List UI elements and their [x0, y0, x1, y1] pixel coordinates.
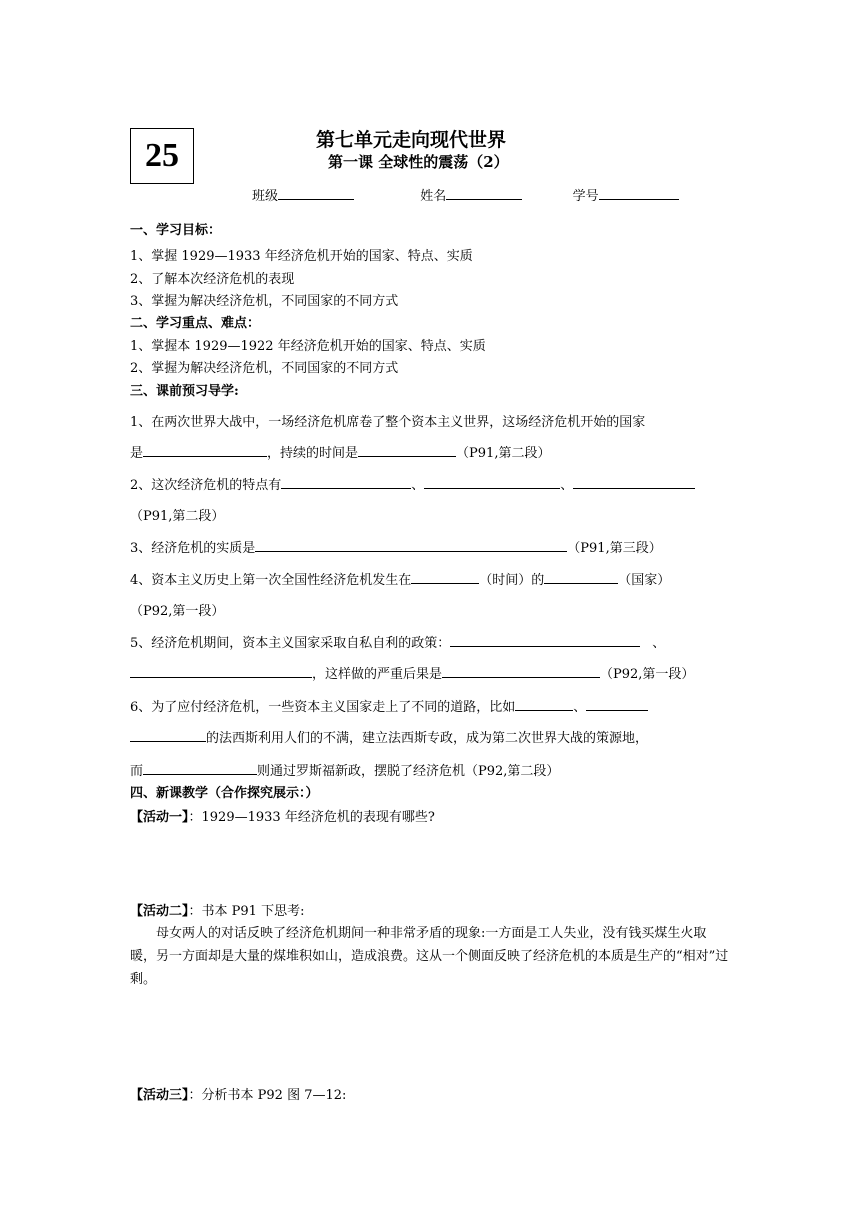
activity-3-text: ：分析书本 P92 图 7—12: [188, 1088, 347, 1103]
unit-title: 第七单元走向现代世界 [316, 129, 507, 151]
q4-country-blank[interactable] [544, 571, 618, 584]
question-6-line1 [130, 696, 648, 715]
objective-item: 1、掌握 1929—1933 年经济危机开始的国家、特点、实质 [130, 249, 473, 264]
q2-sep: 、 [560, 478, 574, 493]
objective-item: 2、了解本次经济危机的表现 [130, 272, 295, 287]
lesson-number-box [130, 128, 194, 184]
section-keypoints-heading: 二、学习重点、难点： [130, 316, 261, 331]
q5-sep: 、 [652, 636, 666, 651]
activity-3-label: 【活动三】 [130, 1088, 189, 1103]
activity-3 [130, 1084, 346, 1103]
keypoint-item: 1、掌握本 1929—1922 年经济危机开始的国家、特点、实质 [130, 339, 486, 354]
question-4-ref: （P92,第一段） [130, 604, 225, 619]
q5-consequence-blank[interactable] [442, 665, 600, 678]
q5-text: ，这样做的严重后果是 [312, 667, 443, 682]
q6-blank-3[interactable] [130, 729, 206, 742]
question-1-line2 [130, 442, 550, 461]
q1-duration-blank[interactable] [358, 444, 456, 457]
q1-text: ，持续的时间是 [267, 446, 359, 461]
keypoint-item: 2、掌握为解决经济危机，不同国家的不同方式 [130, 361, 399, 376]
q5-policy-blank-1[interactable] [450, 634, 640, 647]
q6-blank-4[interactable] [143, 762, 257, 775]
id-label: 学号 [572, 189, 599, 204]
question-3 [130, 537, 662, 556]
activity-2-label: 【活动二】 [130, 904, 189, 919]
name-blank[interactable] [446, 187, 522, 200]
objective-item: 3、掌握为解决经济危机，不同国家的不同方式 [130, 294, 399, 309]
q2-blank-2[interactable] [424, 476, 560, 489]
activity-2-paragraph: 母女两人的对话反映了经济危机期间一种非常矛盾的现象:一方面是工人失业，没有钱买煤生火取暖，另一方面却是大量的煤堆积如山，造成浪费。这从一个侧面反映了经济危机的本质是生产的“相对”过剩。 [130, 926, 729, 987]
q3-blank[interactable] [255, 539, 567, 552]
q6-blank-2[interactable] [586, 698, 648, 711]
question-1-line1: 1、在两次世界大战中，一场经济危机席卷了整个资本主义世界，这场经济危机开始的国家 [130, 415, 646, 430]
question-6-line2 [130, 727, 648, 746]
activity-1 [130, 806, 435, 825]
class-blank[interactable] [278, 187, 354, 200]
section-objectives-heading: 一、学习目标： [130, 223, 222, 238]
q3-text: 3、经济危机的实质是 [130, 541, 256, 556]
class-label: 班级 [252, 189, 279, 204]
section-preview-heading: 三、课前预习导学: [130, 384, 239, 399]
q6-text: 而 [130, 764, 144, 779]
activity-1-label: 【活动一】 [130, 810, 189, 825]
lesson-subtitle: 第一课 全球性的震荡（2） [328, 153, 509, 171]
q2-blank-3[interactable] [573, 476, 695, 489]
q2-text: 2、这次经济危机的特点有 [130, 478, 282, 493]
q4-time-blank[interactable] [411, 571, 479, 584]
q6-text: 的法西斯利用人们的不满，建立法西斯专政，成为第二次世界大战的策源地， [206, 731, 649, 746]
section-new-lesson-heading: 四、新课教学（合作探究展示：） [130, 786, 319, 801]
id-blank[interactable] [599, 187, 679, 200]
q5-text: 5、经济危机期间，资本主义国家采取自私自利的政策： [130, 636, 451, 651]
q4-text: （国家） [618, 573, 671, 588]
q1-ref: （P91,第二段） [456, 446, 551, 461]
q2-blank-1[interactable] [281, 476, 411, 489]
question-5-line2 [130, 663, 694, 682]
question-2-ref: （P91,第二段） [130, 509, 225, 524]
name-label: 姓名 [420, 189, 447, 204]
q4-text: 4、资本主义历史上第一次全国性经济危机发生在 [130, 573, 412, 588]
q6-blank-1[interactable] [515, 698, 573, 711]
q5-policy-blank-2[interactable] [130, 665, 312, 678]
question-5-line1 [130, 632, 665, 651]
activity-2-text: ：书本 P91 下思考: [188, 904, 305, 919]
q3-ref: （P91,第三段） [567, 541, 662, 556]
q5-ref: （P92,第一段） [600, 667, 695, 682]
activity-1-text: ：1929—1933 年经济危机的表现有哪些? [188, 810, 435, 825]
lesson-number: 25 [145, 137, 179, 174]
activity-2 [130, 900, 304, 919]
q2-sep: 、 [411, 478, 425, 493]
question-4-line1 [130, 569, 670, 588]
q1-country-blank[interactable] [143, 444, 267, 457]
q4-text: （时间）的 [479, 573, 545, 588]
q1-text: 是 [130, 446, 144, 461]
question-6-line3 [130, 760, 559, 779]
q6-sep: 、 [573, 700, 587, 715]
q6-text: 6、为了应付经济危机，一些资本主义国家走上了不同的道路，比如 [130, 700, 516, 715]
q6-text: 则通过罗斯福新政，摆脱了经济危机（P92,第二段） [257, 764, 560, 779]
student-info-row [252, 185, 679, 204]
question-2-line1 [130, 474, 695, 493]
